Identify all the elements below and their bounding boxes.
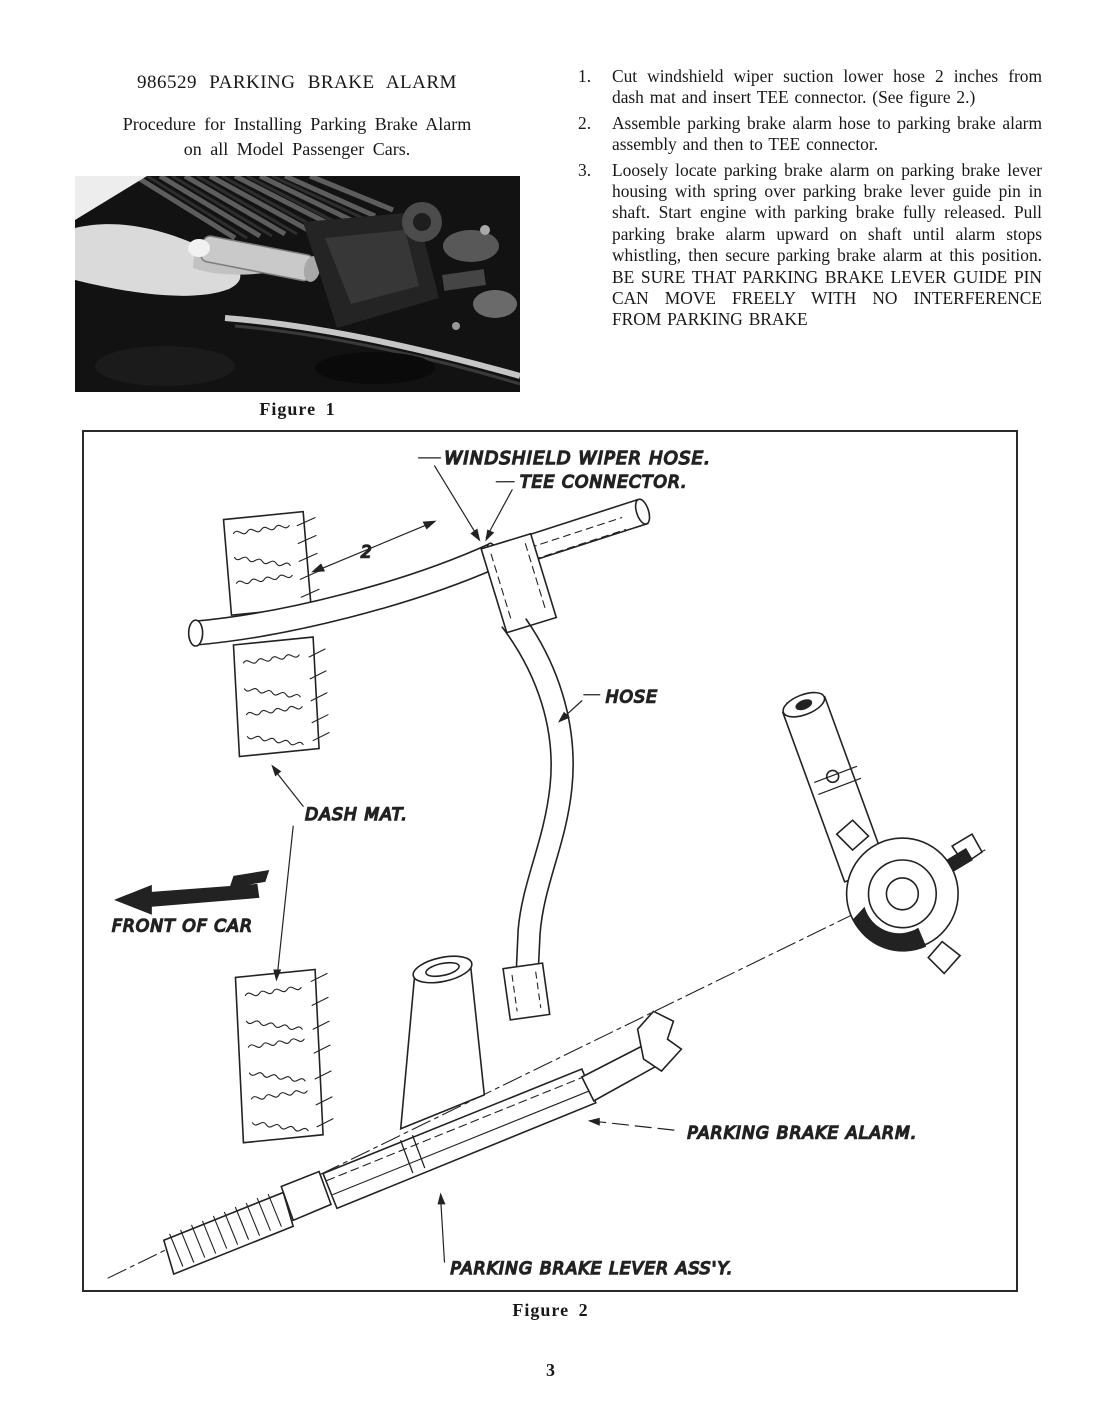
label-tee-connector: TEE CONNECTOR.	[520, 471, 688, 492]
front-of-car-arrow	[114, 870, 269, 915]
step-3-number: 3.	[578, 159, 592, 180]
label-dimension-2: 2	[360, 541, 373, 562]
step-3-text: Loosely locate parking brake alarm on parking brake lever housing with spring over parking brake lever guide pin in shaft. Start engine with parking brake fully released. Pull parking brake alarm upward on shaft until alarm stops whistling, then secure parking brake alarm at this position. BE SURE THAT PARKING BRAKE LEVER GUIDE PIN CAN MOVE FREELY WITH NO INTERFERENCE FROM PARKING BRAKE	[612, 159, 1042, 330]
figure1-photo	[75, 176, 520, 392]
step-3	[578, 160, 1042, 331]
alarm-hose-shape	[502, 619, 573, 1020]
step-1-text: Cut windshield wiper suction lower hose 2 inches from dash mat and insert TEE connector. (See figure 2.)	[612, 66, 1042, 108]
figure2-art	[84, 432, 1016, 1290]
procedure-steps	[578, 66, 1042, 335]
step-2	[578, 113, 1042, 156]
step-1-number: 1.	[578, 66, 592, 86]
dimension-2-arrow	[311, 521, 436, 573]
label-hose: HOSE	[605, 686, 658, 707]
label-parking-brake-alarm: PARKING BRAKE ALARM.	[687, 1122, 918, 1143]
step-2-number: 2.	[578, 112, 592, 133]
figure2-drawing	[82, 430, 1018, 1292]
page-number: 3	[546, 1360, 555, 1380]
figure1-photo-art	[75, 176, 520, 392]
parking-brake-alarm-detail	[780, 688, 982, 974]
figure2-caption: Figure 2	[512, 1300, 589, 1320]
label-windshield-wiper-hose: WINDSHIELD WIPER HOSE.	[444, 447, 711, 469]
article-title: 986529 PARKING BRAKE ALARM	[137, 72, 457, 93]
step-2-text: Assemble parking brake alarm hose to parking brake alarm assembly and then to TEE connector.	[612, 112, 1042, 155]
label-dash-mat: DASH MAT.	[305, 804, 408, 825]
dash-mat-lower	[235, 969, 333, 1142]
subtitle-line-2: on all Model Passenger Cars.	[183, 139, 411, 159]
figure1-caption: Figure 1	[259, 399, 336, 419]
step-1	[578, 66, 1042, 109]
label-front-of-car: FRONT OF CAR	[112, 915, 254, 936]
article-subtitle	[50, 112, 544, 162]
subtitle-line-1: Procedure for Installing Parking Brake Alarm	[122, 114, 472, 134]
label-parking-brake-lever-assy: PARKING BRAKE LEVER ASS'Y.	[450, 1258, 734, 1279]
